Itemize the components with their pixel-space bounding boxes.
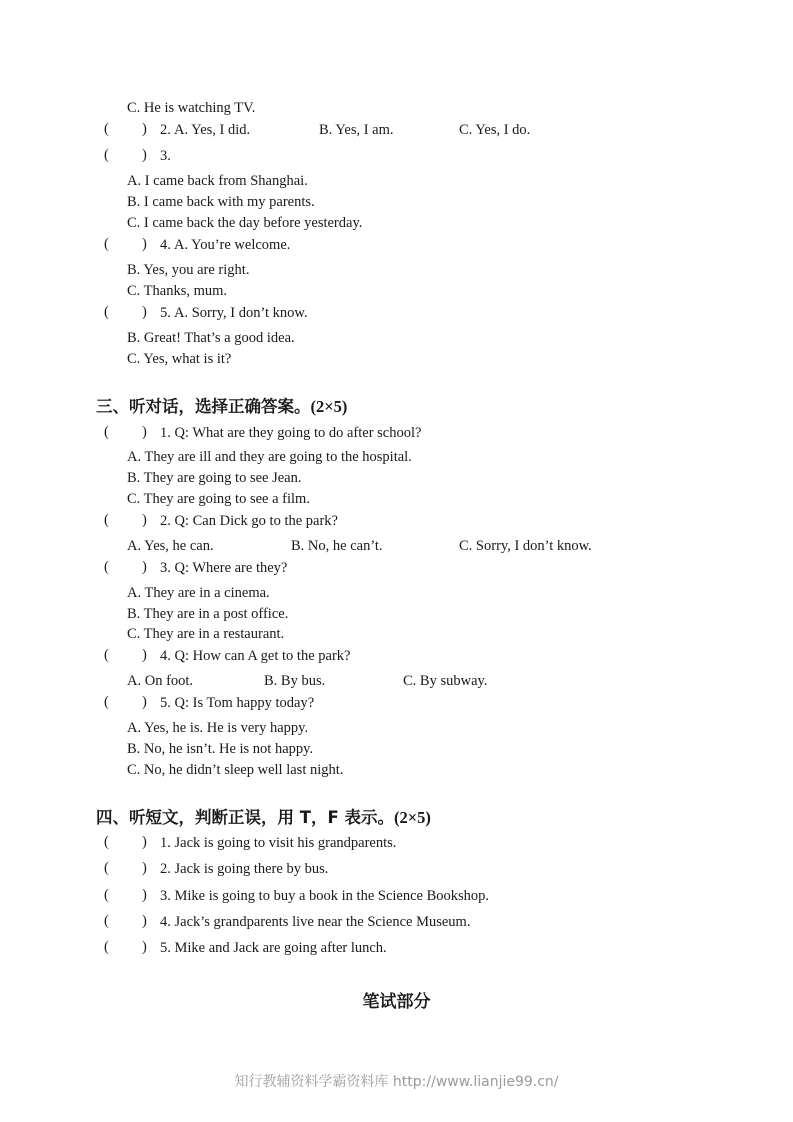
option-text: B. Yes, I am.: [319, 122, 394, 138]
option-text: C. Sorry, I don’t know.: [459, 538, 592, 554]
answer-blank[interactable]: [104, 694, 147, 711]
answer-blank[interactable]: [104, 939, 147, 956]
option-text: A. They are in a cinema.: [127, 585, 270, 601]
section-score: (2×5): [310, 397, 348, 416]
option-text: B. No, he isn’t. He is not happy.: [127, 741, 314, 757]
paren-close: ): [142, 424, 147, 440]
paren-close: ): [142, 694, 147, 710]
statement-text: 5. Mike and Jack are going after lunch.: [160, 940, 387, 956]
paren-open: (: [104, 121, 109, 137]
question-stem: 2. Q: Can Dick go to the park?: [160, 513, 338, 529]
option-text: C. Thanks, mum.: [127, 283, 228, 299]
option-text: B. They are going to see Jean.: [127, 470, 302, 486]
option-text: A. Yes, he can.: [127, 538, 214, 554]
section-title: 三、听对话，选择正确答案。: [96, 397, 311, 416]
question-stem: 4. Q: How can A get to the park?: [160, 648, 351, 664]
option-text: C. He is watching TV.: [127, 100, 256, 116]
paren-close: ): [142, 147, 147, 163]
answer-blank[interactable]: [104, 860, 147, 877]
option-text: B. By bus.: [264, 673, 326, 689]
written-part-title: 笔试部分: [362, 992, 431, 1012]
statement-text: 4. Jack’s grandparents live near the Science Museum.: [160, 914, 471, 930]
question-stem: 1. Q: What are they going to do after school?: [160, 425, 422, 441]
paren-open: (: [104, 860, 109, 876]
paren-open: (: [104, 694, 109, 710]
option-text: C. They are in a restaurant.: [127, 626, 285, 642]
answer-blank[interactable]: [104, 304, 147, 321]
answer-blank[interactable]: [104, 236, 147, 253]
paren-open: (: [104, 424, 109, 440]
paren-close: ): [142, 121, 147, 137]
answer-blank[interactable]: [104, 424, 147, 441]
option-text: A. Sorry, I don’t know.: [174, 305, 308, 321]
footer-watermark: 知行教辅资料学霸资料库 http://www.lianjie99.cn/: [234, 1074, 559, 1090]
option-text: A. Yes, he is. He is very happy.: [127, 720, 309, 736]
answer-blank[interactable]: [104, 834, 147, 851]
paren-close: ): [142, 236, 147, 252]
answer-blank[interactable]: [104, 647, 147, 664]
option-text: C. By subway.: [403, 673, 488, 689]
paren-open: (: [104, 647, 109, 663]
statement-text: 1. Jack is going to visit his grandparents.: [160, 835, 397, 851]
option-text: B. I came back with my parents.: [127, 194, 315, 210]
section-heading: [96, 393, 347, 417]
option-text: A. I came back from Shanghai.: [127, 173, 308, 189]
option-text: B. They are in a post office.: [127, 606, 289, 622]
answer-blank[interactable]: [104, 887, 147, 904]
paren-close: ): [142, 939, 147, 955]
paren-close: ): [142, 860, 147, 876]
answer-blank[interactable]: [104, 147, 147, 164]
paren-open: (: [104, 887, 109, 903]
paren-close: ): [142, 834, 147, 850]
paren-open: (: [104, 147, 109, 163]
option-text: A. You’re welcome.: [174, 237, 291, 253]
paren-close: ): [142, 887, 147, 903]
option-text: C. No, he didn’t sleep well last night.: [127, 762, 344, 778]
question-number: 3.: [160, 148, 171, 164]
section-score: (2×5): [394, 808, 431, 827]
paren-close: ): [142, 647, 147, 663]
answer-blank[interactable]: [104, 512, 147, 529]
question-stem: 5. Q: Is Tom happy today?: [160, 695, 315, 711]
answer-blank[interactable]: [104, 559, 147, 576]
paren-open: (: [104, 834, 109, 850]
paren-close: ): [142, 559, 147, 575]
option-text: C. Yes, what is it?: [127, 351, 232, 367]
answer-blank[interactable]: [104, 121, 147, 138]
option-text: C. They are going to see a film.: [127, 491, 310, 507]
paren-open: (: [104, 304, 109, 320]
option-text: C. I came back the day before yesterday.: [127, 215, 363, 231]
section-heading: [96, 804, 431, 828]
option-text: A. On foot.: [127, 673, 194, 689]
paren-open: (: [104, 512, 109, 528]
paren-close: ): [142, 913, 147, 929]
paren-open: (: [104, 236, 109, 252]
option-text: C. Yes, I do.: [459, 122, 531, 138]
paren-close: ): [142, 512, 147, 528]
option-text: A. Yes, I did.: [174, 122, 251, 138]
option-text: B. No, he can’t.: [291, 538, 383, 554]
statement-text: 3. Mike is going to buy a book in the Science Bookshop.: [160, 888, 490, 904]
question-number: 2.: [160, 122, 171, 138]
answer-blank[interactable]: [104, 913, 147, 930]
question-stem: 3. Q: Where are they?: [160, 560, 288, 576]
question-number: 5.: [160, 305, 171, 321]
option-text: A. They are ill and they are going to the hospital.: [127, 449, 412, 465]
paren-open: (: [104, 939, 109, 955]
statement-text: 2. Jack is going there by bus.: [160, 861, 329, 877]
paren-open: (: [104, 913, 109, 929]
paren-close: ): [142, 304, 147, 320]
question-number: 4.: [160, 237, 171, 253]
option-text: B. Yes, you are right.: [127, 262, 250, 278]
paren-open: (: [104, 559, 109, 575]
option-text: B. Great! That’s a good idea.: [127, 330, 295, 346]
section-title: 四、听短文，判断正误，用 T，F 表示。: [96, 808, 395, 827]
